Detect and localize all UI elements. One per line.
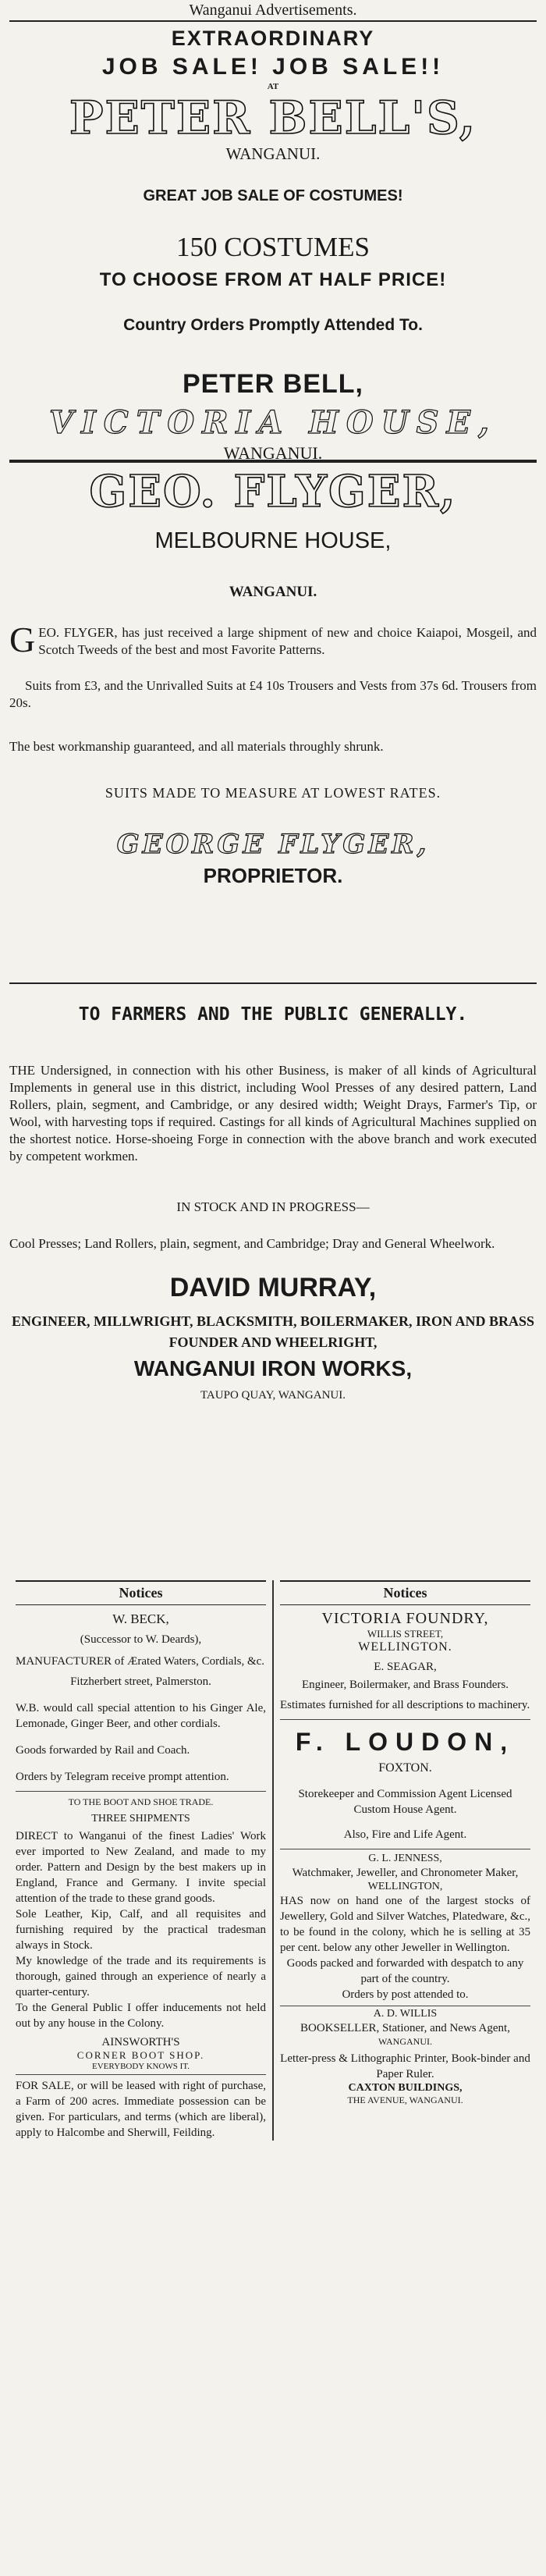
beck-rule	[16, 1791, 266, 1792]
jenness-city: WELLINGTON,	[367, 1881, 443, 1892]
boot-knowledge: My knowledge of the trade and its requirements is thorough, gained through an experience of nearly a quarter-century.	[16, 1955, 266, 1999]
beck-name: W. BECK,	[112, 1611, 169, 1626]
left-column	[9, 1580, 273, 2141]
foundry-city: WELLINGTON.	[358, 1640, 452, 1654]
flyger-town: WANGANUI.	[229, 584, 317, 600]
murray-advertisement	[9, 998, 537, 1577]
bell-house: VICTORIA HOUSE,	[49, 404, 497, 441]
bell-costume-sale: GREAT JOB SALE OF COSTUMES!	[143, 187, 403, 204]
beck-address: Fitzherbert street, Palmerston.	[70, 1675, 211, 1688]
boot-body: DIRECT to Wanganui of the finest Ladies' Work ever imported to New Zealand, and made to my order. Pattern and Design by the best makers up in England, France and Germany. I invite special attention of the trade to these grand goods.	[16, 1830, 266, 1905]
flyger-advertisement	[9, 467, 537, 982]
boot-public: To the General Public I offer inducements not held out by any house in the Colony.	[16, 2002, 266, 2030]
jenness-name: G. L. JENNESS,	[368, 1853, 442, 1864]
ainsworth-sub: EVERYBODY KNOWS IT.	[92, 2062, 190, 2071]
flyger-suits: Suits from £3, and the Unrivalled Suits at £4 10s Trousers and Vests from 37s 6d. Trousers from 20s.	[9, 678, 537, 710]
bell-town: WANGANUI.	[225, 144, 321, 163]
jenness-trade: Watchmaker, Jeweller, and Chronometer Maker,	[292, 1867, 519, 1879]
running-head: Wanganui Advertisements.	[189, 2, 357, 19]
bell-job-sale: JOB SALE! JOB SALE!!	[101, 54, 445, 80]
boot-sub: THREE SHIPMENTS	[91, 1813, 190, 1825]
beck-orders: Orders by Telegram receive prompt attention.	[16, 1771, 229, 1783]
top-rule	[9, 20, 537, 22]
bell-signature-name: PETER BELL,	[182, 369, 364, 399]
murray-progress-heading: IN STOCK AND IN PROGRESS—	[176, 1199, 370, 1214]
murray-works: WANGANUI IRON WORKS,	[133, 1356, 413, 1380]
left-notices-label: Notices	[16, 1580, 266, 1605]
flyger-house: MELBOURNE HOUSE,	[154, 528, 392, 553]
beck-body: MANUFACTURER of Ærated Waters, Cordials, &c.	[16, 1655, 265, 1668]
right-notices-label: Notices	[280, 1580, 530, 1605]
boot-leather: Sole Leather, Kip, Calf, and all requisites and furnishing required by the practical tradesman always in Stock.	[16, 1908, 266, 1952]
flyger-workmanship: The best workmanship guaranteed, and all materials throughly shrunk.	[9, 739, 384, 754]
loudon-town: FOXTON.	[378, 1761, 432, 1775]
boot-heading: TO THE BOOT AND SHOE TRADE.	[68, 1796, 214, 1807]
willis-trade: BOOKSELLER, Stationer, and News Agent,	[300, 2022, 510, 2034]
flyger-intro-text: EO. FLYGER, has just received a large shipment of new and choice Kaiapoi, Mosgeil, and Scotch Tweeds of the best and most Favorite Patterns.	[38, 625, 537, 657]
murray-name: DAVID MURRAY,	[169, 1273, 377, 1302]
jenness-orders: Orders by post attended to.	[342, 1988, 469, 2001]
jenness-body: HAS now on hand one of the largest stocks of Jewellery, Gold and Silver Watches, Platedware, &c., to be found in the colony, which he is selling at 35 per cent. below any other Jeweller in Wellington.	[280, 1895, 530, 1954]
flyger-intro	[9, 620, 537, 659]
foundry-street: WILLIS STREET,	[367, 1628, 444, 1640]
willis-buildings: CAXTON BUILDINGS,	[348, 2082, 463, 2094]
loudon-fire: Also, Fire and Life Agent.	[343, 1828, 467, 1841]
flyger-signature: GEORGE FLYGER,	[116, 829, 430, 860]
seagar-trades: Engineer, Boilermaker, and Brass Founders.	[302, 1679, 509, 1691]
bell-at: AT	[267, 82, 279, 91]
beck-goods: Goods forwarded by Rail and Coach.	[16, 1744, 190, 1757]
murray-trades: ENGINEER, MILLWRIGHT, BLACKSMITH, BOILERMAKER, IRON AND BRASS FOUNDER AND WHEELRIGHT,	[11, 1313, 535, 1350]
seagar-estimates: Estimates furnished for all descriptions to machinery.	[280, 1699, 530, 1711]
loudon-name: F. LOUDON,	[295, 1728, 516, 1756]
bell-name: PETER BELL'S,	[69, 91, 477, 144]
farm-sale: FOR SALE, or will be leased with right of purchase, a Farm of 200 acres. Immediate possession can be given. For particulars, and terms (which are liberal), apply to Halcombe and Sherwill, Feilding.	[16, 2080, 266, 2139]
murray-quay: TAUPO QUAY, WANGANUI.	[200, 1389, 346, 1402]
bell-country-orders: Country Orders Promptly Attended To.	[123, 316, 423, 334]
bell-advertisement	[9, 27, 537, 463]
jenness-goods: Goods packed and forwarded with despatch to any part of the country.	[286, 1957, 524, 1985]
ainsworth-name: AINSWORTH'S	[101, 2036, 180, 2048]
bell-extraordinary: EXTRAORDINARY	[171, 27, 375, 50]
bell-count: 150 COSTUMES	[176, 232, 370, 262]
beck-ginger: W.B. would call special attention to his Ginger Ale, Lemonade, Ginger Beer, and other cordials.	[16, 1702, 266, 1730]
right-column	[273, 1580, 537, 2141]
beck-successor: (Successor to W. Deards),	[80, 1633, 202, 1646]
bell-half-price: TO CHOOSE FROM AT HALF PRICE!	[99, 269, 447, 290]
willis-name: A. D. WILLIS	[373, 2008, 438, 2020]
flyger-name: GEO. FLYGER,	[89, 466, 457, 517]
ainsworth-rule	[16, 2074, 266, 2075]
murray-progress: Cool Presses; Land Rollers, plain, segment, and Cambridge; Dray and General Wheelwork.	[9, 1236, 495, 1251]
willis-avenue: THE AVENUE, WANGANUI.	[347, 2095, 463, 2105]
flyger-divider	[9, 982, 537, 984]
seagar-name: E. SEAGAR,	[374, 1661, 437, 1673]
seagar-rule	[280, 1719, 530, 1720]
notices-columns	[9, 1580, 537, 2141]
murray-heading: TO FARMERS AND THE PUBLIC GENERALLY.	[78, 1004, 468, 1025]
flyger-measure: SUITS MADE TO MEASURE AT LOWEST RATES.	[105, 785, 441, 801]
bell-signature-town: WANGANUI.	[223, 443, 323, 463]
willis-town: WANGANUI.	[378, 2036, 432, 2047]
flyger-dropcap: G	[9, 620, 36, 659]
loudon-agent: Storekeeper and Commission Agent Licensed Custom House Agent.	[298, 1788, 512, 1816]
willis-printer: Letter-press & Lithographic Printer, Book-binder and Paper Ruler.	[280, 2052, 530, 2080]
foundry-name: VICTORIA FOUNDRY,	[321, 1610, 489, 1627]
ainsworth-shop: CORNER BOOT SHOP.	[76, 2049, 205, 2061]
flyger-proprietor: PROPRIETOR.	[203, 864, 343, 887]
murray-body: THE Undersigned, in connection with his other Business, is maker of all kinds of Agricultural Implements in general use in this district, including Wool Presses of any desired pattern, Land Rollers, plain, segment, and Cambridge, or any desired width; Weight Drays, Farmer's Tip, or Wool, with harvesting tops if required. Castings for all kinds of Agricultural Machines supplied on the shortest notice. Horse-shoeing Forge in connection with the above branch and work executed by competent workmen.	[9, 1063, 537, 1164]
